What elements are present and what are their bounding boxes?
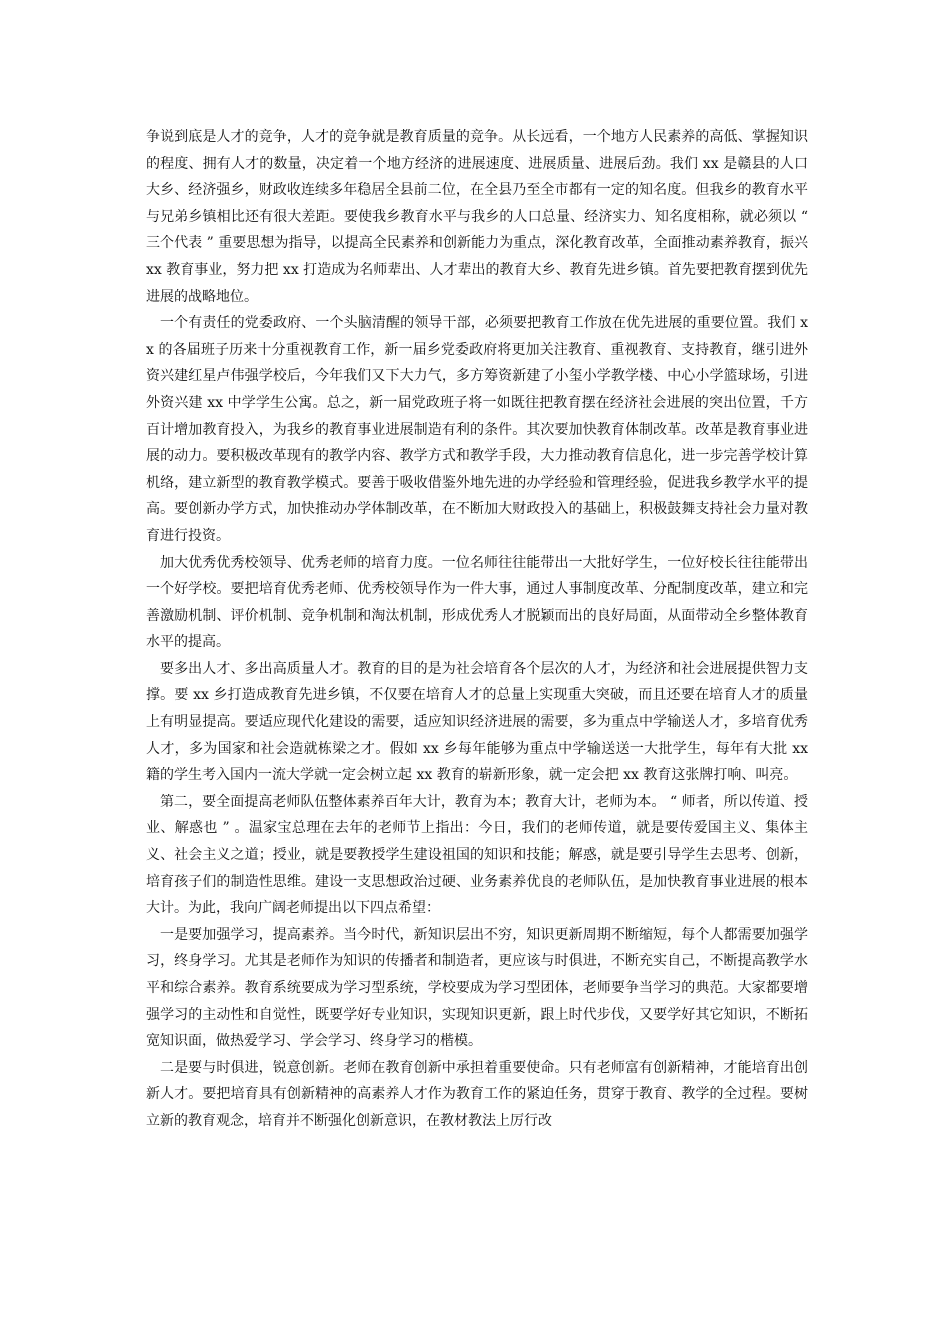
- paragraph-3: 加大优秀优秀校领导、优秀老师的培育力度。一位名师往往能带出一大批好学生，一位好校长往往能带出一个好学校。要把培育优秀老师、优秀校领导作为一件大事，通过人事制度改革、分配制度改革，建立和完善激励机制、评价机制、竞争机制和淘汰机制，形成优秀人才脱颖而出的良好局面，从面带动全乡整体教育水平的提高。: [146, 554, 808, 651]
- paragraph-5: 第二，要全面提高老师队伍整体素养百年大计，教育为本；教育大计，老师为本。 “ 师者，所以传道、授业、解惑也 ” 。温家宝总理在去年的老师节上指出：今日，我们的老师传道，就是要传爱国主义、集体主义、社会主义之道；授业，就是要教授学生建设祖国的知识和技能；解惑，就是要引导学生去思考、创新，培育孩子们的制造性思维。建设一支思想政治过硬、业务素养优良的老师队伍，是加快教育事业进展的根本大计。为此，我向广阔老师提出以下四点希望：: [146, 793, 808, 917]
- paragraph-1: 争说到底是人才的竞争，人才的竞争就是教育质量的竞争。从长远看，一个地方人民素养的高低、掌握知识的程度、拥有人才的数量，决定着一个地方经济的进展速度、进展质量、进展后劲。我们 xx 是赣县的人口大乡、经济强乡，财政收连续多年稳居全县前二位，在全县乃至全市都有一定的知名度。但我乡的教育水平与兄弟乡镇相比还有很大差距。要使我乡教育水平与我乡的人口总量、经济实力、知名度相称，就必须以 “ 三个代表 ” 重要思想为指导，以提高全民素养和创新能力为重点，深化教育改革，全面推动素养教育，振兴 xx 教育事业，努力把 xx 打造成为名师辈出、人才辈出的教育大乡、教育先进乡镇。首先要把教育摆到优先进展的战略地位。: [146, 129, 808, 305]
- paragraph-6: 一是要加强学习，提高素养。当今时代，新知识层出不穷，知识更新周期不断缩短，每个人都需要加强学习，终身学习。尤其是老师作为知识的传播者和制造者，更应该与时俱进，不断充实自己，不断提高教学水平和综合素养。教育系统要成为学习型系统，学校要成为学习型团体，老师要争当学习的典范。大家都要增强学习的主动性和自觉性，既要学好专业知识，实现知识更新，跟上时代步伐，又要学好其它知识，不断拓宽知识面，做热爱学习、学会学习、终身学习的楷模。: [146, 926, 808, 1050]
- document-body: [146, 124, 808, 1135]
- paragraph-7: 二是要与时俱进，锐意创新。老师在教育创新中承担着重要使命。只有老师富有创新精神，才能培育出创新人才。要把培育具有创新精神的高素养人才作为教育工作的紧迫任务，贯穿于教育、教学的全过程。要树立新的教育观念，培育并不断强化创新意识，在教材教法上厉行改: [146, 1059, 808, 1129]
- paragraph-4: 要多出人才、多出高质量人才。教育的目的是为社会培育各个层次的人才，为经济和社会进展提供智力支撑。要 xx 乡打造成教育先进乡镇，不仅要在培育人才的总量上实现重大突破，而且还要在培育人才的质量上有明显提高。要适应现代化建设的需要，适应知识经济进展的需要，多为重点中学输送人才，多培育优秀人才，多为国家和社会造就栋梁之才。假如 xx 乡每年能够为重点中学输送送一大批学生，每年有大批 xx 籍的学生考入国内一流大学就一定会树立起 xx 教育的崭新形象，就一定会把 xx 教育这张牌打响、叫亮。: [146, 660, 808, 784]
- paragraph-2: 一个有责任的党委政府、一个头脑清醒的领导干部，必须要把教育工作放在优先进展的重要位置。我们 xx 的各届班子历来十分重视教育工作，新一届乡党委政府将更加关注教育、重视教育、支持教育，继引进外资兴建红星卢伟强学校后，今年我们又下大力气，多方筹资新建了小玺小学教学楼、中心小学篮球场，引进外资兴建 xx 中学学生公寓。总之，新一届党政班子将一如既往把教育摆在经济社会进展的突出位置，千方百计增加教育投入，为我乡的教育事业进展制造有利的条件。其次要加快教育体制改革。改革是教育事业进展的动力。要积极改革现有的教学内容、教学方式和教学手段，大力推动教育信息化，进一步完善学校计算机络，建立新型的教育教学模式。要善于吸收借鉴外地先进的办学经验和管理经验，促进我乡教学水平的提高。要创新办学方式，加快推动办学体制改革，在不断加大财政投入的基础上，积极鼓舞支持社会力量对教育进行投资。: [146, 315, 808, 544]
